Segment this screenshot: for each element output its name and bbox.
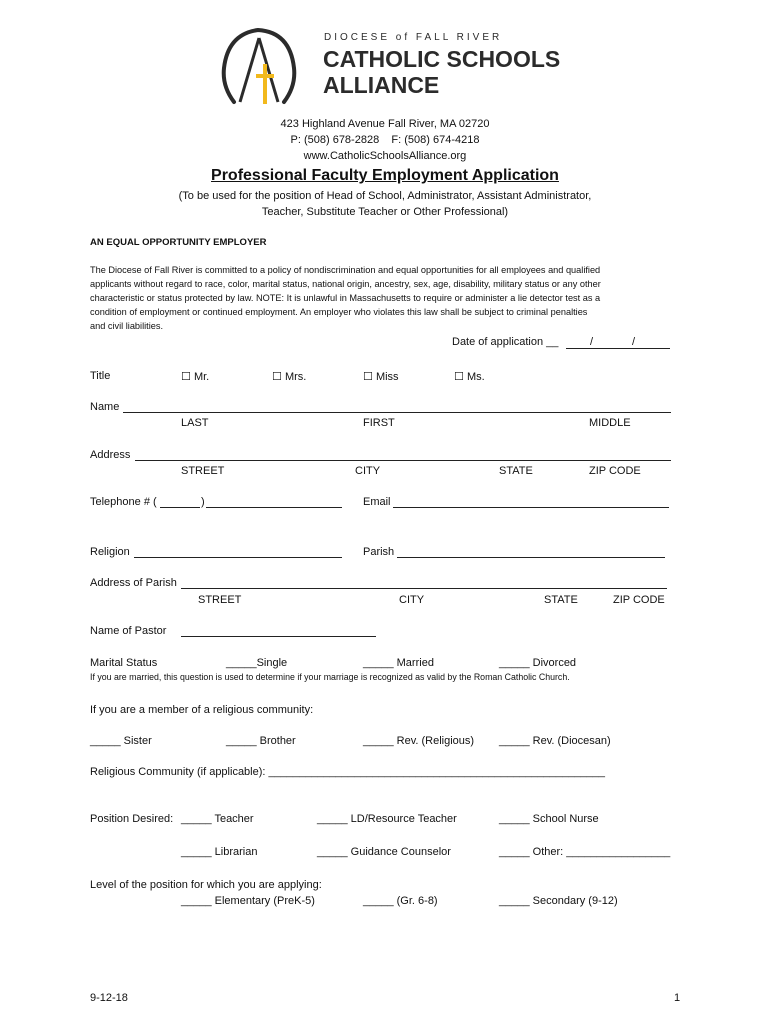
religious-member-question: If you are a member of a religious community: bbox=[90, 704, 314, 716]
marital-option-married[interactable]: _____ Married bbox=[363, 657, 434, 669]
marital-option-single[interactable]: _____Single bbox=[226, 657, 288, 669]
email-field[interactable] bbox=[393, 507, 669, 508]
policy-line-4: condition of employment or continued employment. An employer who violates this law shall be subject to criminal penalties bbox=[90, 307, 588, 317]
telephone-paren: ) bbox=[201, 496, 205, 508]
name-sub-middle: MIDDLE bbox=[589, 417, 631, 429]
name-field[interactable] bbox=[123, 412, 671, 413]
policy-line-2: applicants without regard to race, color, marital status, national origin, ancestry, sex, age, disability, military status or any other bbox=[90, 279, 601, 289]
position-desired-label: Position Desired: bbox=[90, 813, 174, 825]
checkbox-icon[interactable]: ☐ bbox=[363, 371, 373, 383]
date-of-application-label: Date of application __ bbox=[452, 336, 559, 348]
date-of-application-field[interactable] bbox=[566, 348, 670, 349]
title-option-ms[interactable]: ☐ Ms. bbox=[454, 371, 485, 383]
org-name-line1: CATHOLIC SCHOOLS bbox=[323, 46, 561, 72]
level-option-elementary[interactable]: _____ Elementary (PreK-5) bbox=[181, 895, 315, 907]
form-title: Professional Faculty Employment Application bbox=[211, 167, 559, 184]
policy-line-1: The Diocese of Fall River is committed to a policy of nondiscrimination and equal opportunities for all employees and qualified bbox=[90, 265, 601, 275]
address-sub-city: CITY bbox=[355, 465, 381, 477]
org-phone-fax: P: (508) 678-2828 F: (508) 674-4218 bbox=[290, 134, 480, 146]
address-sub-state: STATE bbox=[499, 465, 533, 477]
title-option-miss[interactable]: ☐ Miss bbox=[363, 371, 399, 383]
marital-option-divorced[interactable]: _____ Divorced bbox=[499, 657, 577, 669]
level-option-middle[interactable]: _____ (Gr. 6-8) bbox=[363, 895, 438, 907]
parish-address-sub-state: STATE bbox=[544, 594, 578, 606]
date-slash-2: / bbox=[632, 336, 636, 348]
telephone-area-code-field[interactable] bbox=[160, 507, 200, 508]
footer-date: 9-12-18 bbox=[90, 992, 128, 1004]
pastor-field[interactable] bbox=[181, 636, 376, 637]
telephone-number-field[interactable] bbox=[206, 507, 342, 508]
position-option-school-nurse[interactable]: _____ School Nurse bbox=[499, 813, 599, 825]
religion-label: Religion bbox=[90, 546, 130, 558]
position-option-guidance-counselor[interactable]: _____ Guidance Counselor bbox=[317, 846, 451, 858]
form-subtitle-1: (To be used for the position of Head of School, Administrator, Assistant Administrator, bbox=[178, 190, 592, 202]
form-subtitle-2: Teacher, Substitute Teacher or Other Professional) bbox=[261, 206, 509, 218]
address-field[interactable] bbox=[135, 460, 671, 461]
position-option-other[interactable]: _____ Other: _________________ bbox=[499, 846, 671, 858]
date-slash-1: / bbox=[590, 336, 594, 348]
diocese-label: DIOCESE of FALL RIVER bbox=[324, 32, 503, 43]
pastor-label: Name of Pastor bbox=[90, 625, 167, 637]
org-address: 423 Highland Avenue Fall River, MA 02720 bbox=[280, 118, 490, 130]
marital-note: If you are married, this question is used to determine if your marriage is recognized as valid by the Roman Catholic Church. bbox=[90, 672, 570, 682]
parish-address-sub-street: STREET bbox=[198, 594, 242, 606]
email-label: Email bbox=[363, 496, 391, 508]
telephone-label: Telephone # ( bbox=[90, 496, 157, 508]
checkbox-icon[interactable]: ☐ bbox=[181, 371, 191, 383]
name-sub-first: FIRST bbox=[363, 417, 395, 429]
level-question: Level of the position for which you are applying: bbox=[90, 879, 322, 891]
address-label: Address bbox=[90, 449, 131, 461]
parish-address-sub-zip: ZIP CODE bbox=[613, 594, 665, 606]
policy-line-3: characteristic or status protected by law. NOTE: It is unlawful in Massachusetts to require or administer a lie detector test as a bbox=[90, 293, 601, 303]
org-website: www.CatholicSchoolsAlliance.org bbox=[303, 150, 467, 162]
org-name-line2: ALLIANCE bbox=[323, 72, 440, 98]
religious-option-rev-religious[interactable]: _____ Rev. (Religious) bbox=[363, 735, 475, 747]
title-option-mr[interactable]: ☐ Mr. bbox=[181, 371, 210, 383]
page-number: 1 bbox=[674, 992, 681, 1004]
parish-label: Parish bbox=[363, 546, 395, 558]
address-sub-street: STREET bbox=[181, 465, 225, 477]
parish-address-sub-city: CITY bbox=[399, 594, 425, 606]
position-option-librarian[interactable]: _____ Librarian bbox=[181, 846, 258, 858]
checkbox-icon[interactable]: ☐ bbox=[272, 371, 282, 383]
religion-field[interactable] bbox=[134, 557, 342, 558]
parish-address-field[interactable] bbox=[181, 588, 667, 589]
equal-opportunity-heading: AN EQUAL OPPORTUNITY EMPLOYER bbox=[90, 237, 267, 248]
parish-field[interactable] bbox=[397, 557, 665, 558]
parish-address-label: Address of Parish bbox=[90, 577, 177, 589]
religious-community-field[interactable]: Religious Community (if applicable): _______________________________________________________ bbox=[90, 766, 605, 778]
position-option-teacher[interactable]: _____ Teacher bbox=[181, 813, 254, 825]
religious-option-sister[interactable]: _____ Sister bbox=[90, 735, 152, 747]
name-sub-last: LAST bbox=[181, 417, 209, 429]
religious-option-rev-diocesan[interactable]: _____ Rev. (Diocesan) bbox=[499, 735, 611, 747]
logo-arch-icon bbox=[224, 30, 295, 102]
address-sub-zip: ZIP CODE bbox=[589, 465, 641, 477]
title-label: Title bbox=[90, 370, 111, 382]
marital-status-label: Marital Status bbox=[90, 657, 158, 669]
policy-line-5: and civil liabilities. bbox=[90, 321, 164, 331]
level-option-secondary[interactable]: _____ Secondary (9-12) bbox=[499, 895, 618, 907]
title-option-mrs[interactable]: ☐ Mrs. bbox=[272, 371, 307, 383]
religious-option-brother[interactable]: _____ Brother bbox=[226, 735, 296, 747]
position-option-ld-resource-teacher[interactable]: _____ LD/Resource Teacher bbox=[317, 813, 457, 825]
checkbox-icon[interactable]: ☐ bbox=[454, 371, 464, 383]
name-label: Name bbox=[90, 401, 120, 413]
